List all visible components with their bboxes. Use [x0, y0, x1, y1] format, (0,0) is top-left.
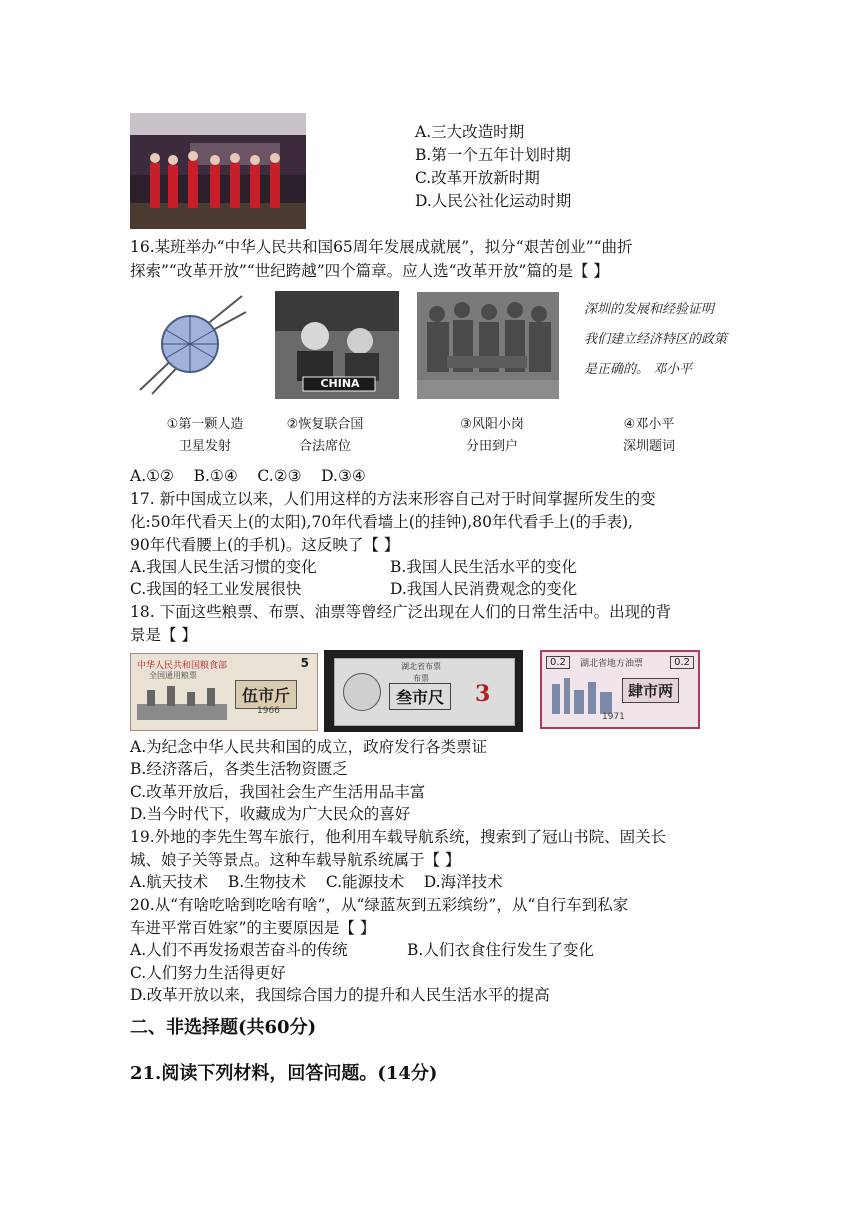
oil-coupon-year: 1971: [602, 712, 625, 722]
satellite-image: [130, 290, 248, 398]
oil-coupon-num-left: 0.2: [546, 656, 570, 669]
cloth-coupon-header: 湖北省布票: [401, 662, 441, 671]
inscription-line-2: 我们建立经济特区的政策: [584, 332, 728, 347]
q16-stem-line2: 探索”“改革开放”“世纪跨越”四个篇章。应人选“改革开放”篇的是【 】: [130, 262, 609, 280]
q20-stem-line1: 20.从“有啥吃啥到吃啥有啥”，从“绿蓝灰到五彩缤纷”，从“自行车到私家: [130, 896, 629, 914]
q17-option-b: B.我国人民生活水平的变化: [390, 558, 577, 576]
q17-stem-line2: 化:50年代看天上(的太阳),70年代看墙上(的挂钟),80年代看手上(的手表),: [130, 513, 633, 531]
cloth-coupon-num: 3: [475, 681, 491, 707]
q18-option-c: C.改革开放后，我国社会生产生活用品丰富: [130, 783, 426, 801]
caption-un-seat: ②恢复联合国 合法席位: [286, 417, 364, 454]
caption-xiaogang: ③风阳小岗 分田到户: [460, 417, 524, 454]
deng-inscription-image: [580, 294, 730, 390]
q20-option-c: C.人们努力生活得更好: [130, 964, 286, 982]
oil-coupon-image: [540, 650, 700, 729]
q17-stem-line3: 90年代看腰上(的手机)。这反映了【 】: [130, 536, 400, 554]
q17-option-d: D.我国人民消费观念的变化: [390, 580, 578, 598]
q18-option-b: B.经济落后，各类生活物资匮乏: [130, 760, 348, 778]
oil-coupon-amount: 肆市两: [622, 678, 679, 703]
grain-coupon-amount: 伍市斤: [235, 680, 297, 709]
cloth-coupon-image: [324, 650, 523, 732]
cloth-coupon-stamp: [343, 673, 381, 711]
q20-option-d: D.改革开放以来，我国综合国力的提升和人民生活水平的提高: [130, 986, 550, 1004]
q18-option-d: D.当今时代下，收藏成为广大民众的喜好: [130, 805, 411, 823]
grain-coupon-num: 5: [300, 656, 309, 670]
q19-stem-line1: 19.外地的李先生驾车旅行，他利用车载导航系统，搜索到了冠山书院、固关长: [130, 828, 667, 846]
q20-option-a: A.人们不再发扬艰苦奋斗的传统: [130, 941, 348, 959]
grain-coupon-image: [130, 653, 318, 731]
china-sign-text: CHINA: [320, 377, 360, 390]
q20-option-b: B.人们衣食住行发生了变化: [407, 941, 594, 959]
q20-stem-line2: 车进平常百姓家”的主要原因是【 】: [130, 919, 376, 937]
un-seat-image: [275, 291, 399, 399]
q15-option-d: D.人民公社化运动时期: [415, 192, 572, 210]
inscription-line-1: 深圳的发展和经验证明: [584, 302, 715, 317]
q15-option-b: B.第一个五年计划时期: [415, 146, 571, 164]
q18-option-a: A.为纪念中华人民共和国的成立，政府发行各类票证: [130, 738, 488, 756]
caption-deng: ④邓小平 深圳题词: [622, 417, 675, 454]
caption-satellite: ①第一颗人造 卫星发射: [166, 417, 244, 454]
oil-coupon-header: 湖北省地方油票: [580, 659, 644, 669]
grain-coupon-header: 中华人民共和国粮食部: [137, 661, 228, 671]
q15-option-a: A.三大改造时期: [415, 123, 525, 141]
section2-heading: 二、非选择题(共60分): [130, 1017, 317, 1038]
q17-option-a: A.我国人民生活习惯的变化: [130, 558, 317, 576]
cloth-coupon-amount: 叁市尺: [389, 683, 451, 710]
q18-stem-line2: 景是【 】: [130, 626, 197, 644]
q17-option-c: C.我国的轻工业发展很快: [130, 580, 302, 598]
oil-coupon-num-right: 0.2: [670, 656, 694, 669]
q16-options: A.①② B.①④ C.②③ D.③④: [130, 467, 366, 485]
q19-stem-line2: 城、娘子关等景点。这种车载导航系统属于【 】: [130, 851, 461, 869]
fashion-show-photo: [130, 113, 306, 229]
q21-heading: 21.阅读下列材料，回答问题。(14分): [130, 1063, 438, 1084]
inscription-line-3: 是正确的。 邓小平: [584, 362, 693, 377]
grain-coupon-sub: 全国通用粮票: [149, 671, 197, 680]
q17-stem-line1: 17. 新中国成立以来，人们用这样的方法来形容自己对于时间掌握所发生的变: [130, 490, 656, 508]
q18-stem-line1: 18. 下面这些粮票、布票、油票等曾经广泛出现在人们的日常生活中。出现的背: [130, 603, 672, 621]
q16-stem-line1: 16.某班举办“中华人民共和国65周年发展成就展”，拟分“艰苦创业”“曲折: [130, 238, 633, 256]
cloth-coupon-kind: 布票: [413, 674, 429, 683]
xiaogang-sculpture-image: [417, 292, 559, 399]
q15-option-c: C.改革开放新时期: [415, 169, 540, 187]
q19-options: A.航天技术 B.生物技术 C.能源技术 D.海洋技术: [130, 873, 503, 891]
grain-coupon-year: 1966: [257, 706, 280, 716]
